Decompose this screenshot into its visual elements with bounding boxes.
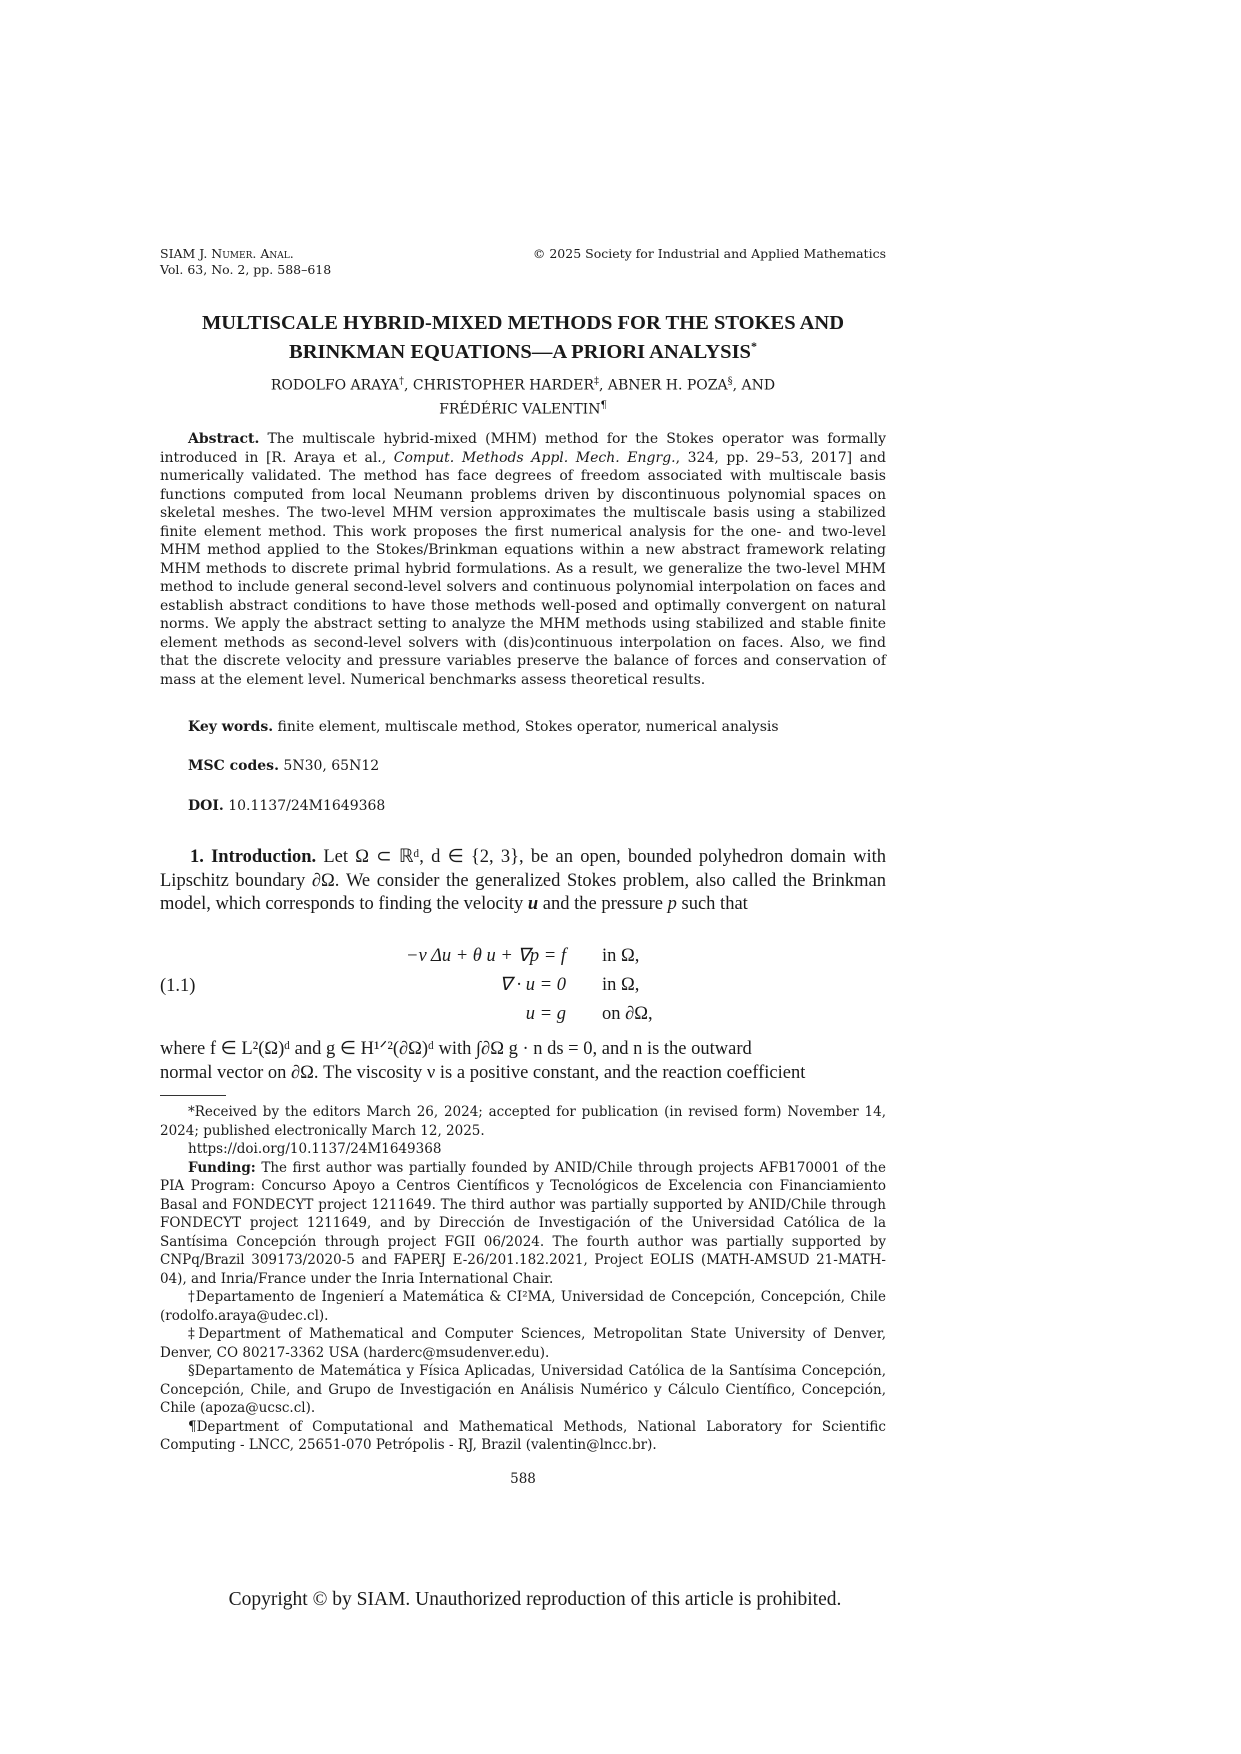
author-3-mark: §: [727, 376, 733, 387]
journal-header: [160, 246, 331, 278]
title-line-1: MULTISCALE HYBRID-MIXED METHODS FOR THE STOKES AND: [201, 312, 845, 334]
post-equation-line-2: normal vector on ∂Ω. The viscosity ν is a positive constant, and the reaction coefficient: [160, 1062, 806, 1083]
title-footnote-mark: *: [750, 339, 757, 353]
doi-text: 10.1137/24M1649368: [228, 798, 386, 814]
equation-line-3-domain: on ∂Ω,: [602, 1004, 653, 1024]
doi: [188, 797, 385, 815]
abstract: [160, 430, 886, 689]
author-2-mark: ‡: [594, 376, 599, 387]
author-2: CHRISTOPHER HARDER: [412, 377, 594, 394]
equation-label: (1.1): [160, 976, 196, 996]
intro-text-c: such that: [681, 894, 748, 914]
abstract-label: Abstract.: [188, 431, 260, 447]
msc-label: MSC codes.: [188, 758, 279, 774]
journal-volume: Vol. 63, No. 2, pp. 588–618: [160, 262, 332, 277]
msc-text: 5N30, 65N12: [283, 758, 380, 774]
keywords: [188, 718, 779, 736]
footnote-affiliation-3: §Departamento de Matemática y Física Aplicadas, Universidad Católica de la Santísima Concepción, Concepción, Chile, and Grupo de Investigación en Análisis Numérico y Cálculo Científico, Concepción, Chile (apoza@ucsc.cl).: [160, 1363, 886, 1416]
title-line-2: BRINKMAN EQUATIONS—A PRIORI ANALYSIS: [289, 340, 751, 363]
abstract-journal: Comput. Methods Appl. Mech. Engrg.: [393, 449, 676, 466]
introduction-paragraph: [160, 846, 886, 917]
funding-text: The first author was partially founded by ANID/Chile through projects AFB170001 of the PIA Program: Concurso Apoyo a Centros Científicos y Tecnológicos de Excelencia con Financiamiento Basal and FONDECYT project 1211649. The third author was partially supported by ANID/Chile through FONDECYT project 1211649, and by Dirección de Investigación of the Universidad Católica de la Santísima Concepción through project FGII 06/2024. The fourth author was partially supported by CNPq/Brazil 309173/2020-5 and FAPERJ E-26/201.182.2021, Project EOLIS (MATH-AMSUD 21-MATH-04), and Inria/France under the Inria International Chair.: [160, 1159, 886, 1287]
footnote-rule: [160, 1095, 226, 1096]
abstract-text-1: The multiscale hybrid-mixed (MHM) method for the Stokes operator was formally introduced in [R. Araya et al.,: [160, 431, 887, 466]
paper-title: [160, 312, 886, 364]
section-heading: 1. Introduction.: [190, 847, 317, 867]
abstract-text-2: , 324, pp. 29–53, 2017] and numerically validated. The method has face degrees of freedom associated with multiscale basis functions computed from local Neumann problems driven by discontinuous polynomial spaces on skeletal meshes. The two-level MHM version approximates the multiscale basis using a stabilized finite element method. This work proposes the first numerical analysis for the one- and two-level MHM method applied to the Stokes/Brinkman equations within a new abstract framework relating MHM methods to discrete primal hybrid formulations. As a result, we generalize the two-level MHM method to include general second-level solvers and continuous polynomial interpolation on faces and establish abstract conditions to have those methods well-posed and optimally convergent on natural norms. We apply the abstract setting to analyze the MHM methods using stabilized and stable finite element methods as second-level solvers with (dis)continuous interpolation on faces. Also, we find that the discrete velocity and pressure variables preserve the balance of forces and conservation of mass at the element level. Numerical benchmarks assess theoretical results.: [160, 449, 886, 688]
footnote-affiliation-2: ‡Department of Mathematical and Computer Sciences, Metropolitan State University of Denver, Denver, CO 80217-3362 USA (harderc@msudenver.edu).: [160, 1326, 886, 1361]
copyright-header: © 2025 Society for Industrial and Applied Mathematics: [532, 246, 886, 261]
footnotes: [160, 1103, 886, 1455]
copyright-notice: Copyright © by SIAM. Unauthorized reproduction of this article is prohibited.: [228, 1589, 842, 1610]
post-equation-line-1: where f ∈ L²(Ω)ᵈ and g ∈ H¹ᐟ²(∂Ω)ᵈ with ∫∂Ω g · n ds = 0, and n is the outward: [160, 1039, 752, 1059]
funding-label: Funding:: [188, 1159, 256, 1176]
keywords-text: finite element, multiscale method, Stokes operator, numerical analysis: [277, 719, 779, 735]
author-4-mark: ¶: [600, 399, 607, 411]
intro-text: Let Ω ⊂ ℝᵈ, d ∈ {2, 3}, be an open, bounded polyhedron domain with Lipschitz boundary ∂Ω. We consider the generalized Stokes problem, also called the Brinkman model, which corresponds to finding the velocity: [160, 847, 887, 914]
doi-label: DOI.: [188, 798, 224, 814]
author-list: RODOLFO ARAYA†, CHRISTOPHER HARDER‡, ABNER H. POZA§, AND FRÉDÉRIC VALENTIN¶: [270, 376, 776, 418]
footnote-funding: [160, 1159, 886, 1289]
msc-codes: [188, 757, 379, 775]
equation-line-3: u = g: [525, 1004, 566, 1024]
author-1-mark: †: [399, 376, 404, 387]
page-number: 588: [510, 1471, 536, 1487]
footnote-received: *Received by the editors March 26, 2024; accepted for publication (in revised form) November 14, 2024; published electronically March 12, 2025.: [160, 1104, 886, 1139]
equation-block: [160, 944, 886, 1024]
footnote-url[interactable]: https://doi.org/10.1137/24M1649368: [188, 1141, 442, 1157]
equation-line-2-domain: in Ω,: [602, 975, 640, 995]
equation-line-1: −ν Δu + θ u + ∇p = f: [405, 946, 566, 966]
author-1: RODOLFO ARAYA: [270, 377, 399, 394]
keywords-label: Key words.: [188, 719, 274, 735]
equation-line-1-domain: in Ω,: [602, 946, 640, 966]
footnote-affiliation-1: †Departamento de Ingenierí a Matemática & CI²MA, Universidad de Concepción, Concepción, Chile (rodolfo.araya@udec.cl).: [160, 1289, 886, 1324]
intro-text-b: and the pressure: [542, 894, 664, 914]
equation-line-2: ∇ · u = 0: [499, 975, 566, 995]
author-and: , AND: [732, 377, 776, 394]
author-3: ABNER H. POZA: [607, 377, 728, 394]
author-4: FRÉDÉRIC VALENTIN: [439, 401, 601, 418]
post-equation-text: [160, 1038, 886, 1085]
intro-velocity-symbol: u: [527, 894, 539, 914]
intro-pressure-symbol: p: [667, 894, 677, 914]
footnote-affiliation-4: ¶Department of Computational and Mathematical Methods, National Laboratory for Scientific Computing - LNCC, 25651-070 Petrópolis - RJ, Brazil (valentin@lncc.br).: [160, 1418, 886, 1453]
journal-name: SIAM J. Numer. Anal.: [160, 246, 294, 261]
